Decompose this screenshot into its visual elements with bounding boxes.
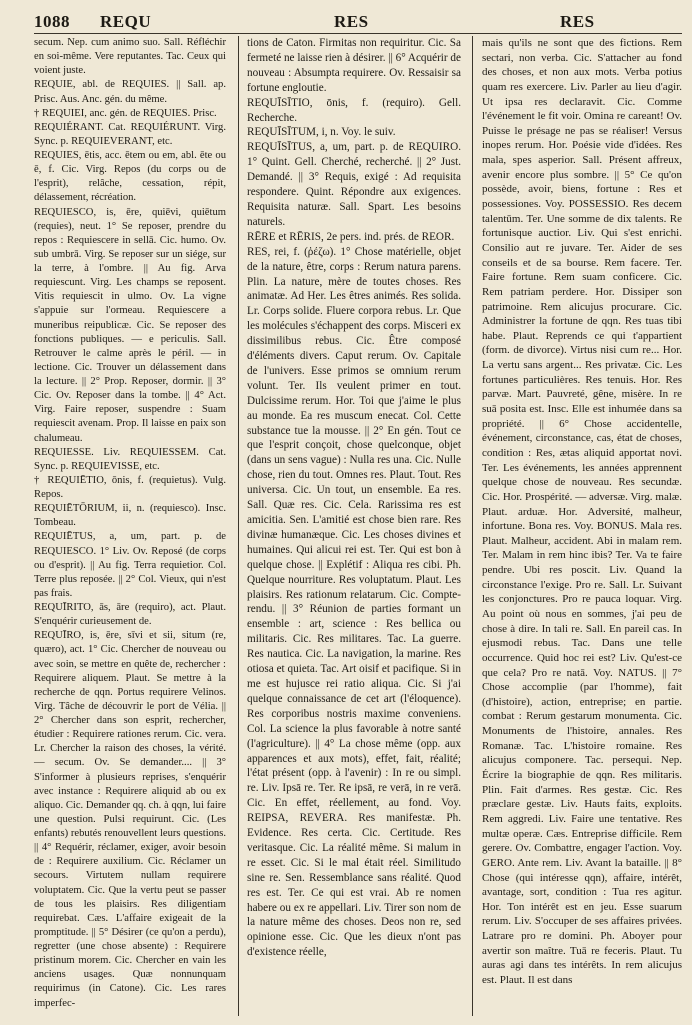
dictionary-entry: † REQUIEI, anc. gén. de REQUIES. Prisc. [34, 107, 217, 119]
dictionary-entry: RES, rei, f. (ῥέζω). 1° Chose matérielle, objet de la nature, être, corps : Rerum natura parens. Plin. La nature, mère de toutes choses. Res animatæ. Ad Her. Les êtres animés. Res solida. Lr. Corps solide. Fluere corpora rebus. Lr. Que les molécules s'échappent des corps. Misceri ex dissimilibus rebus. Cic. Être composé d'éléments divers. Caput rerum. Ov. Capitale de l'univers. Esse primos se omnium rerum volunt. Ter. Ils veulent primer en tout. Dulcissime rerum. Hor. Toi que j'aime le plus au monde. Ea res muscum enecat. Col. Cette substance tue la mousse. || 2° En gén. Tout ce que l'esprit conçoit, chose quelconque, objet (dans un sens vague) : Nulla res una. Cic. Nulle chose, rien du tout. Omnes res. Plaut. Tout. Res universa. Cic. Un tout, un ensemble. Ea res. Sall. Quæ res. Cic. Cela. Rarissima res est amicitia. Sen. L'amitié est chose bien rare. Res divinæ humanæque. Cic. Les choses divines et humaines. Qui alicui rei est. Ter. Qui est bon à quelque chose. || Explétif : Aliqua res cibi. Ph. Quelque nourriture. Res voluptatum. Plaut. Les plaisirs. Res rationum relatarum. Cic. Compte-rendu. || 3° Réunion de parties formant un ensemble : art, science : Res bellica ou militaris. Cic. Res militares. Tac. La guerre. Res nautica. Cic. La navigation, la marine. Res otiosa et quieta. Tac. Art oisif et pacifique. Si in me est hujusce rei ratio aliqua. Cic. Si j'ai quelque connaissance de cet art (l'éloquence). Res corporibus nostris maxime conveniens. Col. La science la plus favorable à notre santé (l'agriculture). || 4° La chose même (opp. aux apparences et aux mots), effet, fait, réalité; l'état présent (opp. à l'avenir) : In re ou simpl. re. Liv. Ipsā re. Ter. Re ipsā, re verā, in re verā. Cic. En effet, réellement, au fond. Voy. REIPSA, REVERA. Res manifestæ. Ph. Evidence. Res certa. Cic. Certitude. Res veritasque. Cic. La réalité même. Si malum in re esset. Cic. Si le mal était réel. Similitudo sine re. Sen. Ressemblance sans réalité. Quod res est. Ter. Ce qui est vrai. Ab re nomen habere ou ex re appellari. Liv. Tirer son nom de la nature même des choses. Deos non re, sed opinione esse. Cic. Que les dieux n'ont pas d'existence réelle, [247, 245, 461, 959]
dictionary-entry: RĒRE et RĒRIS, 2e pers. ind. prés. de REOR. [247, 230, 455, 243]
column-center [247, 36, 461, 960]
column-divider-2 [472, 36, 473, 1016]
dictionary-entry: REQUĪSĪTIO, ōnis, f. (requiro). Gell. Recherche. [247, 96, 461, 124]
running-headword-right: RES [560, 12, 595, 31]
page-header [34, 8, 666, 32]
dictionary-entry: REQUIESSE. Liv. REQUIESSEM. Cat. Sync. p. REQUIEVISSE, etc. [34, 446, 226, 472]
dictionary-entry: tions de Caton. Firmitas non requiritur. Cic. Sa fermeté ne laisse rien à désirer. || 6° Acquérir de nouveau : Absumpta requirere. Ov. Ressaisir sa fortune engloutie. [247, 37, 461, 94]
dictionary-entry: REQUĪRO, is, ēre, sīvi et sii, situm (re, quæro), act. 1° Cic. Chercher de nouveau ou avec soin, se mettre en quête de, rechercher : Requirere aliquem. Plaut. Se mettre à la recherche de qqn. Portus requirere Velinos. Virg. Tâche de découvrir le port de Vélia. || 2° Chercher dans son esprit, rechercher, étudier : Requirere rationes rerum. Cic. vera. Lr. Chercher la raison des choses, la vérité. — secum. Ov. Se demander.... || 3° S'informer à plusieurs reprises, s'enquérir avec instance : Requirere aliquid ab ou ex aliquo. Cic. Demander qq. ch. à qqn, lui faire une question. Pulsi requirunt. Cic. (Les enfants) rebutés renouvellent leurs questions. || 4° Requérir, réclamer, exiger, avoir besoin de : Requirere auxilium. Cic. Réclamer un secours. Virtutem nullam requirere voluptatem. Cic. Que la vertu peut se passer de tous les plaisirs. Res diligentiam requirebat. Cæs. L'affaire exigeait de la promptitude. || 5° Désirer (ce qu'on a perdu), regretter (une chose absente) : Requirere pristinum morem. Cic. Chercher en vain les anciens usages. Quæ nonnunquam requirimus (in Catone). Cic. Les rares imperfec- [34, 630, 226, 1009]
dictionary-entry: † REQUIĒTIO, ōnis, f. (requietus). Vulg. Repos. [34, 474, 226, 500]
page-number: 1088 [34, 12, 70, 31]
dictionary-entry: REQUIÉRANT. Cat. REQUIÉRUNT. Virg. Sync. p. REQUIEVERANT, etc. [34, 121, 226, 147]
header-rule [34, 33, 682, 34]
running-headword-left: REQU [100, 12, 152, 31]
dictionary-entry: mais qu'ils ne sont que des fictions. Rem sectari, non verba. Cic. S'attacher au fond des choses, et non aux mots. Verba potius quam res exercere. Liv. Parler au lieu d'agir. Ut ipsa res declaravit. Cic. Comme l'événement le fit voir. Omina re careant! Ov. Puisse le présage ne pas se réaliser! Versus inopes rerum. Hor. Poésie vide d'idées. Res mala, spes asperior. Sall. Présent affreux, avenir encore plus sombre. || 5° Ce qu'on possède, avoir, biens, fortune : Res et possessiones. Voy. POSSESSIO. Res decem talentūm. Ter. Une somme de dix talents. Re fortunisque auctior. Liv. Qui s'est enrichi. Consilio aut re juvare. Ter. Aider de ses conseils et de sa bourse. Rem facere. Ter. Faire fortune. Rem suam conficere. Cic. Rem patriam perdere. Hor. Dissiper son patrimoine. Rem alicujus procurare. Cic. Administrer la fortune de qqn. Res tuas tibi habe. Plaut. Reprends ce qui t'appartient (form. de divorce). Virtus nisi cum re... Hor. La vertu sans argent... Res privatæ. Cic. Les fortunes particulières. Res tenuis. Hor. Res parvæ. Mart. Pauvreté, gêne, misère. In re suā posita est. Insc. Elle est inhumée dans sa propriété. || 6° Chose accidentelle, événement, circonstance, cas, état de choses, condition : Res, ætas aliquid apportat novi. Ter. Les événements, les années apprennent quelque chose de nouveau. Res secundæ. Cic. Hor. Prospérité. — adversæ. Virg. malæ. Plaut. arduæ. Hor. Adversité, malheur, infortune. Bona res. Voy. BONUS. Mala res. Plaut. Malheur, accident. Abi in malam rem. Ter. Malam in rem hinc ibis? Ter. Va te faire pendre. Ubi res poscit. Liv. Quand la circonstance l'exige. Pro re. Sall. Lr. Suivant les conjonctures. Pro re pauca loquar. Virg. Au point où nous en sommes, j'ai peu de chose à dire. In tali re. Sall. En pareil cas. In ejusmodi rebus. Tac. Dans une telle occurrence. Quid hoc rei est? Liv. Qu'est-ce que cela? Pro re natā. Voy. NATUS. || 7° Chose accomplie (par l'homme), fait (d'histoire), action, entreprise; en partie. combat : Rerum gestarum monumenta. Cic. Monuments de l'histoire, annales. Res Romanæ. Tac. L'histoire romaine. Res alicujus componere. Tac. persequi. Nep. Écrire la biographie de qqn. Res militaris. Plin. Fait d'armes. Res gestæ. Cic. Res præclare gestæ. Liv. Hauts faits, exploits. Rem aggredi. Liv. Faire une tentative. Res multæ operæ. Cæs. Entreprise difficile. Rem gerere. Ov. Combattre, engager l'action. Voy. GERO. Ante rem. Liv. Avant la bataille. || 8° Chose (qui intéresse qqn), affaire, intérêt, avantage, sort, condition : Tua res agitur. Hor. Ton intérêt est en jeu. Esse suarum rerum. Liv. S'occuper de ses affaires privées. Latrare pro re domini. Ph. Aboyer pour avertir son maître. Tuā re feceris. Plaut. Tu auras agi dans tes intérêts. In rem alicujus est. Plaut. Il est dans [482, 37, 682, 986]
dictionary-entry: REQUĪSĪTUS, a, um, part. p. de REQUIRO. 1° Quint. Gell. Cherché, recherché. || 2° Just. Demandé. || 3° Requis, exigé : Ad requisita respondere. Quint. Répondre aux exigences. Requisita naturæ. Sall. Spart. Les besoins naturels. [247, 141, 461, 228]
dictionary-entry: REQUIESCO, is, ēre, quiēvi, quiētum (requies), neut. 1° Se reposer, prendre du repos : Requiescere in sellā. Cic. humo. Ov. sub umbrā. Virg. Se reposer sur un siége, sur la terre, à l'ombre. || Au fig. Arva requiescunt. Virg. Les champs se reposent. Vitis requiescit in ulmo. Ov. La vigne s'appuie sur l'ormeau. Requiescere a muneribus reipublicæ. Cic. Se reposer des fonctions publiques. — e periculis. Sall. Retrouver le calme après le péril. — in lectione. Cic. Trouver un délassement dans la lecture. || 2° Prop. Reposer, dormir. || 3° Cic. Ov. Reposer dans la tombe. || 4° Act. Virg. Faire reposer, suspendre : Suam requiescit avenam. Prop. Il laisse en paix son chalumeau. [34, 206, 226, 444]
column-left [34, 36, 226, 1011]
dictionary-entry: secum. Nep. cum animo suo. Sall. Réfléchir en soi-même. Vere reputantes. Tac. Ceux qui voient juste. [34, 37, 226, 77]
dictionary-entry: REQUIES, ētis, acc. ētem ou em, abl. ēte ou ē, f. Cic. Virg. Repos (du corps ou de l'esprit), relâche, cessation, répit, délassement, récréation. [34, 150, 226, 204]
dictionary-entry: REQUĪRITO, ās, āre (requiro), act. Plaut. S'enquérir curieusement de. [34, 602, 226, 628]
dictionary-entry: REQUIĒTUS, a, um, part. p. de REQUIESCO. 1° Liv. Ov. Reposé (de corps ou d'esprit). || Au fig. Terra requietior. Col. Terre plus reposée. || 2° Col. Vieux, qui n'est pas frais. [34, 531, 226, 599]
column-right [482, 36, 682, 988]
running-headword-center: RES [334, 12, 369, 31]
column-divider-1 [238, 36, 239, 1016]
dictionary-entry: REQUIE, abl. de REQUIES. || Sall. ap. Prisc. Aus. Anc. gén. du même. [34, 79, 226, 105]
dictionary-entry: REQUIĒTŌRIUM, ii, n. (requiesco). Insc. Tombeau. [34, 503, 226, 529]
dictionary-entry: REQUĪSĪTUM, i, n. Voy. le suiv. [247, 126, 396, 139]
